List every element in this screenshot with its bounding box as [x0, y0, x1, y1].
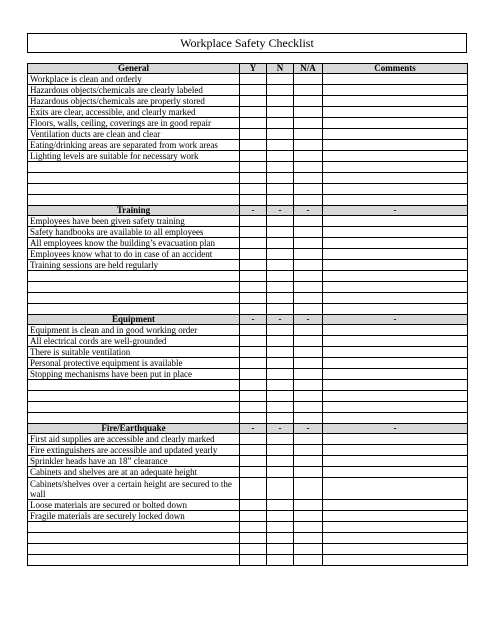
y-cell[interactable]: [240, 500, 267, 511]
y-cell[interactable]: [240, 456, 267, 467]
na-cell[interactable]: [294, 260, 323, 271]
checklist-row: [28, 260, 468, 271]
n-cell[interactable]: [267, 380, 294, 391]
na-column-label: N/A: [294, 64, 323, 74]
n-cell[interactable]: [267, 227, 294, 238]
y-cell[interactable]: [240, 173, 267, 184]
checklist-item-text: Exits are clear, accessible, and clearly marked: [28, 107, 240, 118]
n-cell[interactable]: [267, 195, 294, 206]
n-cell[interactable]: [267, 478, 294, 500]
checklist-row: [28, 151, 468, 162]
checklist-item-text: [28, 402, 240, 413]
checklist-row: [28, 347, 468, 358]
checklist-row: [28, 358, 468, 369]
checklist-item-text: [28, 522, 240, 533]
na-cell[interactable]: [294, 282, 323, 293]
n-cell[interactable]: [267, 271, 294, 282]
comments-cell[interactable]: [323, 434, 468, 445]
checklist-row: [28, 216, 468, 227]
n-cell[interactable]: [267, 402, 294, 413]
na-cell[interactable]: [294, 533, 323, 544]
n-cell[interactable]: [267, 85, 294, 96]
column-dash: -: [267, 206, 294, 216]
n-cell[interactable]: [267, 555, 294, 566]
na-cell[interactable]: [294, 151, 323, 162]
comments-cell[interactable]: [323, 445, 468, 456]
checklist-item-text: [28, 173, 240, 184]
comments-cell[interactable]: [323, 74, 468, 85]
y-cell[interactable]: [240, 74, 267, 85]
na-cell[interactable]: [294, 173, 323, 184]
section-heading: Training: [28, 206, 240, 216]
comments-cell[interactable]: [323, 304, 468, 315]
n-cell[interactable]: [267, 74, 294, 85]
n-cell[interactable]: [267, 511, 294, 522]
comments-cell[interactable]: [323, 544, 468, 555]
checklist-item-text: Personal protective equipment is available: [28, 358, 240, 369]
na-cell[interactable]: [294, 391, 323, 402]
comments-cell[interactable]: [323, 325, 468, 336]
checklist-item-text: Employees have been given safety training: [28, 216, 240, 227]
n-cell[interactable]: [267, 413, 294, 424]
na-cell[interactable]: [294, 380, 323, 391]
comments-cell[interactable]: [323, 413, 468, 424]
na-cell[interactable]: [294, 107, 323, 118]
checklist-row: [28, 129, 468, 140]
checklist-row: [28, 555, 468, 566]
n-cell[interactable]: [267, 347, 294, 358]
comments-cell[interactable]: [323, 533, 468, 544]
n-cell[interactable]: [267, 369, 294, 380]
checklist-row: [28, 522, 468, 533]
checklist-row: [28, 96, 468, 107]
na-cell[interactable]: [294, 118, 323, 129]
checklist-item-text: Safety handbooks are available to all employees: [28, 227, 240, 238]
checklist-row: [28, 162, 468, 173]
na-cell[interactable]: [294, 140, 323, 151]
checklist-row: [28, 434, 468, 445]
checklist-item-text: Hazardous objects/chemicals are clearly labeled: [28, 85, 240, 96]
y-cell[interactable]: [240, 282, 267, 293]
na-cell[interactable]: [294, 129, 323, 140]
checklist-item-text: Cabinets and shelves are at an adequate height: [28, 467, 240, 478]
comments-cell[interactable]: [323, 369, 468, 380]
na-cell[interactable]: [294, 478, 323, 500]
checklist-row: [28, 184, 468, 195]
n-cell[interactable]: [267, 533, 294, 544]
y-cell[interactable]: [240, 533, 267, 544]
na-cell[interactable]: [294, 162, 323, 173]
na-cell[interactable]: [294, 522, 323, 533]
checklist-body: [28, 64, 468, 566]
n-cell[interactable]: [267, 544, 294, 555]
n-cell[interactable]: [267, 238, 294, 249]
n-column-label: N: [267, 64, 294, 74]
comments-cell[interactable]: [323, 151, 468, 162]
checklist-item-text: [28, 555, 240, 566]
column-dash: -: [240, 424, 267, 434]
y-cell[interactable]: [240, 249, 267, 260]
y-cell[interactable]: [240, 140, 267, 151]
checklist-row: [28, 238, 468, 249]
comments-cell[interactable]: [323, 555, 468, 566]
checklist-item-text: Fragile materials are securely locked down: [28, 511, 240, 522]
n-cell[interactable]: [267, 173, 294, 184]
y-cell[interactable]: [240, 304, 267, 315]
checklist-row: [28, 173, 468, 184]
y-column-label: Y: [240, 64, 267, 74]
comments-cell[interactable]: [323, 500, 468, 511]
column-dash: -: [240, 315, 267, 325]
checklist-item-text: Stopping mechanisms have been put in place: [28, 369, 240, 380]
y-cell[interactable]: [240, 238, 267, 249]
checklist-item-text: All electrical cords are well-grounded: [28, 336, 240, 347]
section-header-equipment: [28, 315, 468, 325]
checklist-row: [28, 380, 468, 391]
y-cell[interactable]: [240, 162, 267, 173]
checklist-item-text: Sprinkler heads have an 18” clearance: [28, 456, 240, 467]
checklist-item-text: All employees know the building’s evacuation plan: [28, 238, 240, 249]
checklist-row: [28, 456, 468, 467]
na-cell[interactable]: [294, 555, 323, 566]
y-cell[interactable]: [240, 85, 267, 96]
n-cell[interactable]: [267, 162, 294, 173]
n-cell[interactable]: [267, 282, 294, 293]
comments-cell[interactable]: [323, 249, 468, 260]
n-cell[interactable]: [267, 467, 294, 478]
y-cell[interactable]: [240, 107, 267, 118]
checklist-table: [27, 63, 468, 566]
n-cell[interactable]: [267, 456, 294, 467]
y-cell[interactable]: [240, 195, 267, 206]
column-dash: -: [267, 424, 294, 434]
comments-cell[interactable]: [323, 478, 468, 500]
column-dash: -: [323, 424, 468, 434]
comments-cell[interactable]: [323, 467, 468, 478]
y-cell[interactable]: [240, 216, 267, 227]
y-cell[interactable]: [240, 184, 267, 195]
section-heading: General: [28, 64, 240, 74]
checklist-item-text: Equipment is clean and in good working order: [28, 325, 240, 336]
checklist-row: [28, 478, 468, 500]
column-dash: -: [294, 206, 323, 216]
na-cell[interactable]: [294, 369, 323, 380]
n-cell[interactable]: [267, 445, 294, 456]
na-cell[interactable]: [294, 238, 323, 249]
n-cell[interactable]: [267, 184, 294, 195]
na-cell[interactable]: [294, 195, 323, 206]
n-cell[interactable]: [267, 304, 294, 315]
n-cell[interactable]: [267, 358, 294, 369]
y-cell[interactable]: [240, 511, 267, 522]
comments-cell[interactable]: [323, 173, 468, 184]
na-cell[interactable]: [294, 402, 323, 413]
n-cell[interactable]: [267, 140, 294, 151]
na-cell[interactable]: [294, 336, 323, 347]
comments-cell[interactable]: [323, 195, 468, 206]
y-cell[interactable]: [240, 347, 267, 358]
comments-cell[interactable]: [323, 380, 468, 391]
section-heading: Fire/Earthquake: [28, 424, 240, 434]
column-dash: -: [267, 315, 294, 325]
section-header-general: [28, 64, 468, 74]
n-cell[interactable]: [267, 107, 294, 118]
na-cell[interactable]: [294, 184, 323, 195]
checklist-row: [28, 195, 468, 206]
comments-cell[interactable]: [323, 85, 468, 96]
checklist-row: [28, 369, 468, 380]
checklist-row: [28, 249, 468, 260]
na-cell[interactable]: [294, 227, 323, 238]
checklist-row: [28, 500, 468, 511]
checklist-row: [28, 107, 468, 118]
comments-cell[interactable]: [323, 238, 468, 249]
y-cell[interactable]: [240, 380, 267, 391]
comments-cell[interactable]: [323, 456, 468, 467]
y-cell[interactable]: [240, 271, 267, 282]
y-cell[interactable]: [240, 467, 267, 478]
checklist-row: [28, 413, 468, 424]
na-cell[interactable]: [294, 434, 323, 445]
checklist-item-text: Training sessions are held regularly: [28, 260, 240, 271]
checklist-item-text: [28, 304, 240, 315]
checklist-row: [28, 293, 468, 304]
y-cell[interactable]: [240, 227, 267, 238]
y-cell[interactable]: [240, 358, 267, 369]
y-cell[interactable]: [240, 478, 267, 500]
na-cell[interactable]: [294, 74, 323, 85]
y-cell[interactable]: [240, 260, 267, 271]
checklist-item-text: Employees know what to do in case of an accident: [28, 249, 240, 260]
checklist-item-text: Fire extinguishers are accessible and updated yearly: [28, 445, 240, 456]
checklist-item-text: Ventilation ducts are clean and clear: [28, 129, 240, 140]
checklist-row: [28, 511, 468, 522]
y-cell[interactable]: [240, 96, 267, 107]
y-cell[interactable]: [240, 325, 267, 336]
n-cell[interactable]: [267, 260, 294, 271]
y-cell[interactable]: [240, 293, 267, 304]
checklist-row: [28, 304, 468, 315]
checklist-row: [28, 325, 468, 336]
comments-cell[interactable]: [323, 402, 468, 413]
column-dash: -: [240, 206, 267, 216]
checklist-row: [28, 227, 468, 238]
checklist-item-text: First aid supplies are accessible and clearly marked: [28, 434, 240, 445]
checklist-row: [28, 445, 468, 456]
na-cell[interactable]: [294, 85, 323, 96]
n-cell[interactable]: [267, 216, 294, 227]
checklist-row: [28, 271, 468, 282]
checklist-item-text: [28, 293, 240, 304]
na-cell[interactable]: [294, 325, 323, 336]
na-cell[interactable]: [294, 511, 323, 522]
y-cell[interactable]: [240, 544, 267, 555]
checklist-item-text: [28, 380, 240, 391]
n-cell[interactable]: [267, 434, 294, 445]
checklist-item-text: Floors, walls, ceiling, coverings are in good repair: [28, 118, 240, 129]
checklist-item-text: [28, 195, 240, 206]
y-cell[interactable]: [240, 129, 267, 140]
y-cell[interactable]: [240, 402, 267, 413]
checklist-item-text: [28, 544, 240, 555]
checklist-row: [28, 544, 468, 555]
comments-cell[interactable]: [323, 293, 468, 304]
checklist-item-text: [28, 184, 240, 195]
comments-cell[interactable]: [323, 358, 468, 369]
section-header-fire-earthquake: [28, 424, 468, 434]
checklist-item-text: Lighting levels are suitable for necessary work: [28, 151, 240, 162]
comments-cell[interactable]: [323, 282, 468, 293]
checklist-item-text: Workplace is clean and orderly: [28, 74, 240, 85]
column-dash: -: [323, 315, 468, 325]
checklist-item-text: Eating/drinking areas are separated from work areas: [28, 140, 240, 151]
checklist-row: [28, 85, 468, 96]
na-cell[interactable]: [294, 413, 323, 424]
column-dash: -: [294, 424, 323, 434]
na-cell[interactable]: [294, 445, 323, 456]
checklist-item-text: Cabinets/shelves over a certain height are secured to the wall: [28, 478, 240, 500]
column-dash: -: [323, 206, 468, 216]
comments-cell[interactable]: [323, 140, 468, 151]
na-cell[interactable]: [294, 304, 323, 315]
na-cell[interactable]: [294, 500, 323, 511]
checklist-item-text: [28, 162, 240, 173]
na-cell[interactable]: [294, 358, 323, 369]
checklist-row: [28, 533, 468, 544]
y-cell[interactable]: [240, 369, 267, 380]
n-cell[interactable]: [267, 336, 294, 347]
n-cell[interactable]: [267, 391, 294, 402]
checklist-item-text: There is suitable ventilation: [28, 347, 240, 358]
n-cell[interactable]: [267, 293, 294, 304]
na-cell[interactable]: [294, 271, 323, 282]
na-cell[interactable]: [294, 347, 323, 358]
comments-cell[interactable]: [323, 511, 468, 522]
comments-cell[interactable]: [323, 107, 468, 118]
checklist-item-text: [28, 271, 240, 282]
n-cell[interactable]: [267, 522, 294, 533]
na-cell[interactable]: [294, 467, 323, 478]
y-cell[interactable]: [240, 413, 267, 424]
na-cell[interactable]: [294, 216, 323, 227]
checklist-row: [28, 402, 468, 413]
n-cell[interactable]: [267, 325, 294, 336]
n-cell[interactable]: [267, 249, 294, 260]
checklist-item-text: [28, 391, 240, 402]
y-cell[interactable]: [240, 336, 267, 347]
comments-cell[interactable]: [323, 184, 468, 195]
checklist-row: [28, 336, 468, 347]
y-cell[interactable]: [240, 118, 267, 129]
n-cell[interactable]: [267, 129, 294, 140]
na-cell[interactable]: [294, 249, 323, 260]
checklist-row: [28, 74, 468, 85]
na-cell[interactable]: [294, 293, 323, 304]
y-cell[interactable]: [240, 522, 267, 533]
comments-cell[interactable]: [323, 271, 468, 282]
na-cell[interactable]: [294, 96, 323, 107]
y-cell[interactable]: [240, 555, 267, 566]
comments-cell[interactable]: [323, 162, 468, 173]
comments-cell[interactable]: [323, 391, 468, 402]
y-cell[interactable]: [240, 151, 267, 162]
y-cell[interactable]: [240, 391, 267, 402]
na-cell[interactable]: [294, 544, 323, 555]
comments-cell[interactable]: [323, 96, 468, 107]
checklist-row: [28, 282, 468, 293]
n-cell[interactable]: [267, 500, 294, 511]
comments-cell[interactable]: [323, 522, 468, 533]
checklist-item-text: [28, 533, 240, 544]
checklist-item-text: [28, 413, 240, 424]
comments-column-label: Comments: [323, 64, 468, 74]
checklist-row: [28, 118, 468, 129]
comments-cell[interactable]: [323, 347, 468, 358]
comments-cell[interactable]: [323, 129, 468, 140]
column-dash: -: [294, 315, 323, 325]
checklist-row: [28, 140, 468, 151]
checklist-item-text: Loose materials are secured or bolted down: [28, 500, 240, 511]
section-heading: Equipment: [28, 315, 240, 325]
checklist-row: [28, 467, 468, 478]
comments-cell[interactable]: [323, 336, 468, 347]
y-cell[interactable]: [240, 445, 267, 456]
section-header-training: [28, 206, 468, 216]
checklist-item-text: Hazardous objects/chemicals are properly stored: [28, 96, 240, 107]
n-cell[interactable]: [267, 96, 294, 107]
n-cell[interactable]: [267, 118, 294, 129]
n-cell[interactable]: [267, 151, 294, 162]
na-cell[interactable]: [294, 456, 323, 467]
page-title: Workplace Safety Checklist: [27, 33, 467, 53]
checklist-item-text: [28, 282, 240, 293]
comments-cell[interactable]: [323, 227, 468, 238]
comments-cell[interactable]: [323, 216, 468, 227]
comments-cell[interactable]: [323, 118, 468, 129]
y-cell[interactable]: [240, 434, 267, 445]
checklist-row: [28, 391, 468, 402]
comments-cell[interactable]: [323, 260, 468, 271]
